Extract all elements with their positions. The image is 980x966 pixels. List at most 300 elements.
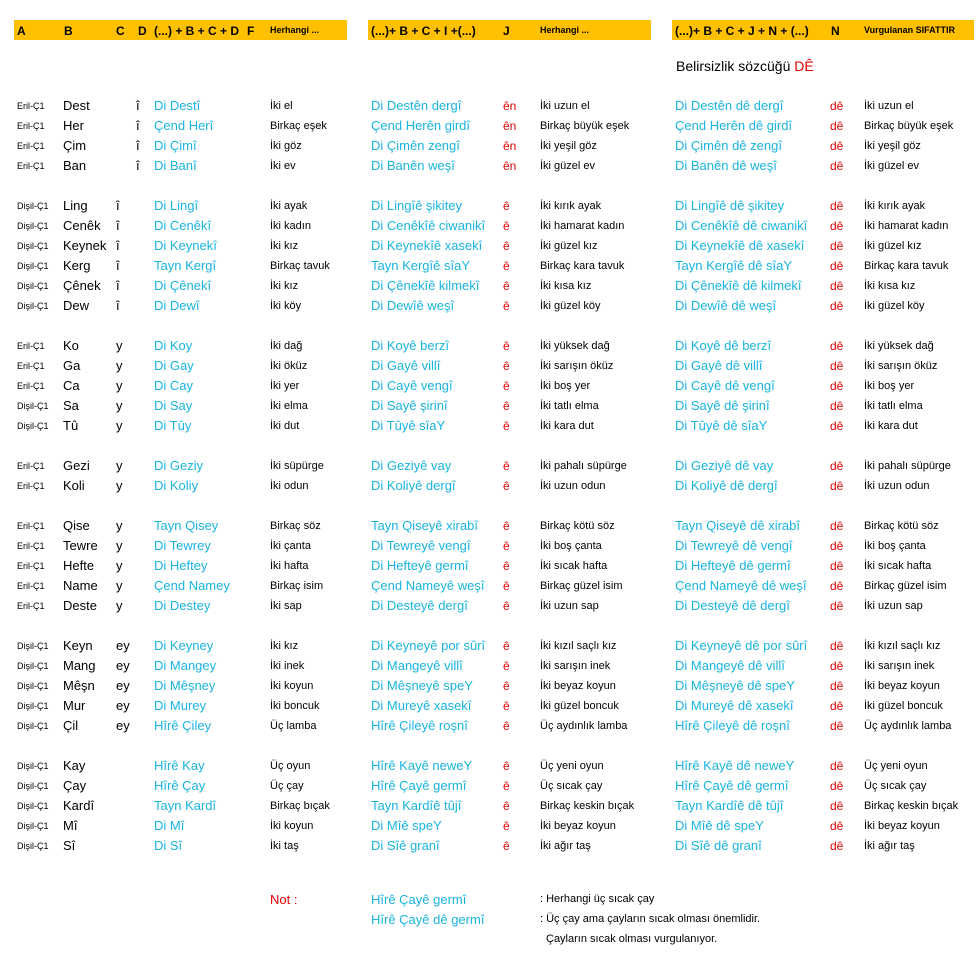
cell-turkish-plain: İki dağ bbox=[270, 340, 303, 352]
cell-turkish-adjective: İki boş çanta bbox=[540, 540, 602, 552]
cell-connector: ê bbox=[503, 339, 510, 353]
table-row bbox=[0, 216, 980, 236]
cell-turkish-adjective: İki hamarat kadın bbox=[540, 220, 625, 232]
cell-turkish-adjective: İki uzun el bbox=[540, 100, 590, 112]
cell-emphasized-phrase: Çend Herên dê girdî bbox=[675, 118, 793, 133]
cell-plural-phrase: Hîrê Çay bbox=[154, 778, 206, 793]
cell-plural-phrase: Hîrê Kay bbox=[154, 758, 205, 773]
cell-de-particle: dê bbox=[830, 299, 844, 313]
cell-adjective-phrase: Di Koliyê dergî bbox=[371, 478, 456, 493]
cell-gender: Dişil-Ç1 bbox=[17, 401, 49, 411]
cell-suffix-c: y bbox=[116, 458, 123, 473]
table-row bbox=[0, 676, 980, 696]
cell-connector: ê bbox=[503, 199, 510, 213]
cell-emphasized-phrase: Di Banên dê weşî bbox=[675, 158, 777, 173]
cell-de-particle: dê bbox=[830, 599, 844, 613]
table-row bbox=[0, 476, 980, 496]
table-row bbox=[0, 796, 980, 816]
cell-gender: Dişil-Ç1 bbox=[17, 681, 49, 691]
cell-connector: ên bbox=[503, 139, 517, 153]
cell-adjective-phrase: Di Hefteyê germî bbox=[371, 558, 469, 573]
cell-adjective-phrase: Di Dewîê weşî bbox=[371, 298, 455, 313]
header-herhangi-2: Herhangi ... bbox=[540, 25, 590, 35]
table-row bbox=[0, 156, 980, 176]
cell-turkish-plain: İki elma bbox=[270, 400, 308, 412]
cell-gender: Dişil-Ç1 bbox=[17, 661, 49, 671]
cell-turkish-adjective: Üç yeni oyun bbox=[540, 760, 604, 772]
cell-turkish-adjective: İki sarışın inek bbox=[540, 660, 611, 672]
cell-turkish-adjective: Üç sıcak çay bbox=[540, 780, 603, 792]
cell-suffix-c: ey bbox=[116, 698, 130, 713]
cell-turkish-emphasized: İki güzel ev bbox=[864, 160, 920, 172]
note-example-1: Hîrê Çayê germî bbox=[371, 892, 467, 907]
cell-turkish-plain: Birkaç bıçak bbox=[270, 800, 330, 812]
cell-de-particle: dê bbox=[830, 479, 844, 493]
cell-suffix-c: y bbox=[116, 538, 123, 553]
cell-suffix-d: î bbox=[136, 98, 140, 113]
table-row bbox=[0, 716, 980, 736]
cell-suffix-c: î bbox=[116, 218, 120, 233]
cell-turkish-plain: İki kız bbox=[270, 240, 299, 252]
header-col-j: J bbox=[503, 24, 510, 38]
cell-turkish-adjective: İki pahalı süpürge bbox=[540, 460, 627, 472]
cell-turkish-emphasized: İki sarışın inek bbox=[864, 660, 935, 672]
table-row bbox=[0, 816, 980, 836]
cell-de-particle: dê bbox=[830, 559, 844, 573]
cell-root: Tewre bbox=[63, 538, 98, 553]
cell-adjective-phrase: Tayn Kergîê sîaY bbox=[371, 258, 470, 273]
cell-plural-phrase: Di Geziy bbox=[154, 458, 204, 473]
cell-turkish-emphasized: İki güzel köy bbox=[864, 300, 925, 312]
cell-emphasized-phrase: Di Gayê dê villî bbox=[675, 358, 763, 373]
cell-gender: Dişil-Ç1 bbox=[17, 761, 49, 771]
cell-emphasized-phrase: Di Mangeyê dê villî bbox=[675, 658, 785, 673]
cell-root: Keynek bbox=[63, 238, 107, 253]
cell-plural-phrase: Di Murey bbox=[154, 698, 207, 713]
table-row bbox=[0, 276, 980, 296]
cell-connector: ê bbox=[503, 519, 510, 533]
cell-turkish-plain: İki kadın bbox=[270, 220, 311, 232]
cell-connector: ê bbox=[503, 759, 510, 773]
cell-root: Sa bbox=[63, 398, 79, 413]
cell-plural-phrase: Tayn Qisey bbox=[154, 518, 219, 533]
cell-adjective-phrase: Di Mêşneyê speY bbox=[371, 678, 473, 693]
cell-adjective-phrase: Di Cayê vengî bbox=[371, 378, 453, 393]
table-row bbox=[0, 256, 980, 276]
cell-de-particle: dê bbox=[830, 139, 844, 153]
cell-turkish-emphasized: İki sarışın öküz bbox=[864, 360, 938, 372]
cell-turkish-emphasized: İki yeşil göz bbox=[864, 140, 921, 152]
cell-emphasized-phrase: Di Keyneyê dê por sûrî bbox=[675, 638, 808, 653]
cell-turkish-plain: İki göz bbox=[270, 140, 302, 152]
note-explanation-1: : Herhangi üç sıcak çay bbox=[540, 893, 655, 905]
cell-turkish-adjective: İki boş yer bbox=[540, 380, 591, 392]
cell-emphasized-phrase: Çend Nameyê dê weşî bbox=[675, 578, 807, 593]
header-formula-3: (...)+ B + C + J + N + (...) bbox=[675, 24, 809, 38]
note-explanation-2: : Üç çay ama çayların sıcak olması önemlidir. bbox=[540, 913, 761, 925]
cell-plural-phrase: Di Cenêkî bbox=[154, 218, 212, 233]
cell-de-particle: dê bbox=[830, 519, 844, 533]
cell-plural-phrase: Di Çimî bbox=[154, 138, 197, 153]
cell-turkish-plain: İki ayak bbox=[270, 200, 308, 212]
cell-turkish-emphasized: İki ağır taş bbox=[864, 840, 915, 852]
cell-de-particle: dê bbox=[830, 659, 844, 673]
cell-root: Mî bbox=[63, 818, 78, 833]
cell-adjective-phrase: Hîrê Çayê germî bbox=[371, 778, 467, 793]
cell-de-particle: dê bbox=[830, 99, 844, 113]
cell-connector: ê bbox=[503, 639, 510, 653]
cell-gender: Dişil-Ç1 bbox=[17, 801, 49, 811]
cell-turkish-emphasized: İki kırık ayak bbox=[864, 200, 926, 212]
cell-plural-phrase: Çend Namey bbox=[154, 578, 230, 593]
cell-adjective-phrase: Di Keyneyê por sûrî bbox=[371, 638, 486, 653]
cell-de-particle: dê bbox=[830, 539, 844, 553]
cell-de-particle: dê bbox=[830, 579, 844, 593]
header-col-c: C bbox=[116, 24, 125, 38]
header-col-d: D bbox=[138, 24, 147, 38]
cell-root: Hefte bbox=[63, 558, 95, 573]
cell-adjective-phrase: Di Çênekîê kilmekî bbox=[371, 278, 480, 293]
cell-suffix-c: î bbox=[116, 278, 120, 293]
cell-root: Çim bbox=[63, 138, 87, 153]
cell-root: Ko bbox=[63, 338, 79, 353]
cell-turkish-plain: İki kız bbox=[270, 640, 299, 652]
cell-turkish-emphasized: Üç sıcak çay bbox=[864, 780, 927, 792]
cell-plural-phrase: Di Mangey bbox=[154, 658, 217, 673]
table-row bbox=[0, 356, 980, 376]
cell-de-particle: dê bbox=[830, 259, 844, 273]
cell-emphasized-phrase: Di Koliyê dê dergî bbox=[675, 478, 778, 493]
cell-root: Ling bbox=[63, 198, 88, 213]
cell-turkish-adjective: İki tatlı elma bbox=[540, 400, 599, 412]
cell-suffix-c: ey bbox=[116, 718, 130, 733]
cell-adjective-phrase: Di Çimên zengî bbox=[371, 138, 460, 153]
table-row bbox=[0, 416, 980, 436]
cell-emphasized-phrase: Di Çênekîê dê kilmekî bbox=[675, 278, 802, 293]
cell-de-particle: dê bbox=[830, 779, 844, 793]
cell-connector: ê bbox=[503, 239, 510, 253]
cell-root: Ca bbox=[63, 378, 80, 393]
cell-turkish-emphasized: İki kızıl saçlı kız bbox=[864, 640, 941, 652]
cell-connector: ê bbox=[503, 799, 510, 813]
cell-emphasized-phrase: Di Mêşneyê dê speY bbox=[675, 678, 795, 693]
cell-root: Çay bbox=[63, 778, 87, 793]
cell-turkish-emphasized: İki güzel boncuk bbox=[864, 700, 943, 712]
cell-emphasized-phrase: Di Cayê dê vengî bbox=[675, 378, 775, 393]
cell-turkish-adjective: Birkaç güzel isim bbox=[540, 580, 623, 592]
cell-gender: Eril-Ç1 bbox=[17, 381, 45, 391]
header-col-n: N bbox=[831, 24, 840, 38]
cell-emphasized-phrase: Di Destên dê dergî bbox=[675, 98, 784, 113]
cell-suffix-c: ey bbox=[116, 678, 130, 693]
cell-adjective-phrase: Di Sîê granî bbox=[371, 838, 440, 853]
cell-plural-phrase: Hîrê Çiley bbox=[154, 718, 212, 733]
cell-plural-phrase: Tayn Kergî bbox=[154, 258, 217, 273]
table-row bbox=[0, 136, 980, 156]
cell-gender: Dişil-Ç1 bbox=[17, 781, 49, 791]
cell-de-particle: dê bbox=[830, 419, 844, 433]
cell-adjective-phrase: Tayn Qiseyê xirabî bbox=[371, 518, 478, 533]
cell-plural-phrase: Di Heftey bbox=[154, 558, 208, 573]
cell-turkish-adjective: İki uzun sap bbox=[540, 600, 599, 612]
header-col-f: F bbox=[247, 24, 255, 38]
cell-plural-phrase: Di Say bbox=[154, 398, 193, 413]
table-row bbox=[0, 636, 980, 656]
cell-de-particle: dê bbox=[830, 339, 844, 353]
table-row bbox=[0, 776, 980, 796]
cell-emphasized-phrase: Di Mîê dê speY bbox=[675, 818, 764, 833]
cell-plural-phrase: Di Destî bbox=[154, 98, 201, 113]
cell-turkish-adjective: İki kızıl saçlı kız bbox=[540, 640, 617, 652]
cell-turkish-adjective: İki uzun odun bbox=[540, 480, 606, 492]
cell-turkish-emphasized: Birkaç keskin bıçak bbox=[864, 800, 959, 812]
cell-de-particle: dê bbox=[830, 239, 844, 253]
cell-de-particle: dê bbox=[830, 679, 844, 693]
table-row bbox=[0, 396, 980, 416]
cell-plural-phrase: Di Keyney bbox=[154, 638, 214, 653]
cell-plural-phrase: Di Cay bbox=[154, 378, 194, 393]
cell-turkish-plain: Üç oyun bbox=[270, 760, 311, 772]
cell-root: Çênek bbox=[63, 278, 101, 293]
cell-adjective-phrase: Hîrê Kayê neweY bbox=[371, 758, 473, 773]
cell-turkish-plain: İki ev bbox=[270, 160, 296, 172]
cell-plural-phrase: Di Koliy bbox=[154, 478, 199, 493]
cell-adjective-phrase: Çend Nameyê weşî bbox=[371, 578, 485, 593]
cell-turkish-emphasized: İki güzel kız bbox=[864, 240, 922, 252]
cell-gender: Eril-Ç1 bbox=[17, 561, 45, 571]
header-band-1 bbox=[14, 20, 347, 40]
cell-connector: ê bbox=[503, 379, 510, 393]
cell-suffix-c: y bbox=[116, 338, 123, 353]
cell-plural-phrase: Di Tewrey bbox=[154, 538, 211, 553]
cell-connector: ên bbox=[503, 159, 517, 173]
cell-gender: Dişil-Ç1 bbox=[17, 821, 49, 831]
cell-connector: ê bbox=[503, 299, 510, 313]
cell-turkish-adjective: İki güzel boncuk bbox=[540, 700, 619, 712]
cell-adjective-phrase: Di Keynekîê xasekî bbox=[371, 238, 483, 253]
cell-suffix-c: y bbox=[116, 578, 123, 593]
cell-turkish-plain: İki taş bbox=[270, 840, 299, 852]
cell-root: Çil bbox=[63, 718, 79, 733]
cell-root: Keyn bbox=[63, 638, 93, 653]
cell-turkish-plain: İki yer bbox=[270, 380, 300, 392]
cell-turkish-plain: Birkaç tavuk bbox=[270, 260, 330, 272]
cell-turkish-plain: İki koyun bbox=[270, 680, 314, 692]
cell-turkish-emphasized: İki boş yer bbox=[864, 380, 915, 392]
cell-turkish-plain: İki kız bbox=[270, 280, 299, 292]
cell-gender: Dişil-Ç1 bbox=[17, 641, 49, 651]
cell-turkish-adjective: İki kara dut bbox=[540, 420, 594, 432]
cell-gender: Eril-Ç1 bbox=[17, 141, 45, 151]
header-formula-2: (...)+ B + C + I +(...) bbox=[371, 24, 476, 38]
cell-turkish-emphasized: İki hamarat kadın bbox=[864, 220, 949, 232]
cell-turkish-adjective: İki sıcak hafta bbox=[540, 560, 608, 572]
cell-suffix-c: y bbox=[116, 358, 123, 373]
cell-connector: ên bbox=[503, 99, 517, 113]
cell-adjective-phrase: Çend Herên girdî bbox=[371, 118, 470, 133]
cell-emphasized-phrase: Tayn Qiseyê dê xirabî bbox=[675, 518, 801, 533]
cell-suffix-c: î bbox=[116, 258, 120, 273]
table-row bbox=[0, 296, 980, 316]
cell-de-particle: dê bbox=[830, 639, 844, 653]
cell-emphasized-phrase: Di Çimên dê zengî bbox=[675, 138, 782, 153]
cell-gender: Eril-Ç1 bbox=[17, 541, 45, 551]
cell-plural-phrase: Di Gay bbox=[154, 358, 194, 373]
cell-adjective-phrase: Di Tûyê sîaY bbox=[371, 418, 446, 433]
cell-turkish-plain: İki süpürge bbox=[270, 460, 324, 472]
table-row bbox=[0, 516, 980, 536]
cell-root: Koli bbox=[63, 478, 85, 493]
cell-turkish-emphasized: İki beyaz koyun bbox=[864, 680, 940, 692]
cell-gender: Eril-Ç1 bbox=[17, 121, 45, 131]
cell-de-particle: dê bbox=[830, 119, 844, 133]
cell-adjective-phrase: Di Cenêkîê ciwanikî bbox=[371, 218, 486, 233]
cell-emphasized-phrase: Hîrê Çileyê dê roşnî bbox=[675, 718, 790, 733]
table-row bbox=[0, 576, 980, 596]
note-explanation-3: Çayların sıcak olması vurgulanıyor. bbox=[546, 933, 718, 945]
cell-plural-phrase: Di Destey bbox=[154, 598, 211, 613]
cell-turkish-plain: İki sap bbox=[270, 600, 302, 612]
cell-connector: ê bbox=[503, 659, 510, 673]
cell-turkish-adjective: İki yeşil göz bbox=[540, 140, 597, 152]
cell-turkish-adjective: Birkaç kötü söz bbox=[540, 520, 615, 532]
cell-adjective-phrase: Tayn Kardîê tûjî bbox=[371, 798, 462, 813]
cell-de-particle: dê bbox=[830, 399, 844, 413]
cell-root: Kay bbox=[63, 758, 86, 773]
cell-adjective-phrase: Di Sayê şirinî bbox=[371, 398, 448, 413]
cell-turkish-plain: İki çanta bbox=[270, 540, 311, 552]
cell-gender: Eril-Ç1 bbox=[17, 481, 45, 491]
cell-root: Ban bbox=[63, 158, 87, 173]
table-row bbox=[0, 536, 980, 556]
cell-suffix-c: y bbox=[116, 398, 123, 413]
cell-emphasized-phrase: Di Sayê dê şirinî bbox=[675, 398, 770, 413]
cell-de-particle: dê bbox=[830, 459, 844, 473]
cell-de-particle: dê bbox=[830, 279, 844, 293]
cell-turkish-emphasized: İki yüksek dağ bbox=[864, 340, 934, 352]
table-row bbox=[0, 756, 980, 776]
cell-plural-phrase: Di Çênekî bbox=[154, 278, 212, 293]
cell-turkish-adjective: Birkaç keskin bıçak bbox=[540, 800, 635, 812]
table-row bbox=[0, 236, 980, 256]
cell-adjective-phrase: Hîrê Çileyê roşnî bbox=[371, 718, 468, 733]
cell-de-particle: dê bbox=[830, 199, 844, 213]
cell-gender: Dişil-Ç1 bbox=[17, 221, 49, 231]
cell-gender: Dişil-Ç1 bbox=[17, 421, 49, 431]
cell-emphasized-phrase: Di Cenêkîê dê ciwanikî bbox=[675, 218, 808, 233]
cell-connector: ê bbox=[503, 419, 510, 433]
cell-emphasized-phrase: Tayn Kergîê dê sîaY bbox=[675, 258, 793, 273]
cell-turkish-adjective: İki kısa kız bbox=[540, 280, 592, 292]
header-vurgulanan: Vurgulanan SIFATTIR bbox=[864, 25, 956, 35]
table-row bbox=[0, 116, 980, 136]
cell-connector: ê bbox=[503, 819, 510, 833]
cell-root: Tû bbox=[63, 418, 79, 433]
cell-root: Deste bbox=[63, 598, 97, 613]
cell-emphasized-phrase: Di Hefteyê dê germî bbox=[675, 558, 791, 573]
cell-de-particle: dê bbox=[830, 819, 844, 833]
cell-suffix-c: î bbox=[116, 298, 120, 313]
cell-turkish-emphasized: İki boş çanta bbox=[864, 540, 926, 552]
cell-suffix-d: î bbox=[136, 158, 140, 173]
cell-turkish-plain: İki hafta bbox=[270, 560, 309, 572]
cell-suffix-c: ey bbox=[116, 658, 130, 673]
cell-turkish-emphasized: Birkaç kara tavuk bbox=[864, 260, 949, 272]
cell-emphasized-phrase: Di Mureyê dê xasekî bbox=[675, 698, 794, 713]
table-row bbox=[0, 196, 980, 216]
cell-emphasized-phrase: Hîrê Çayê dê germî bbox=[675, 778, 789, 793]
cell-turkish-adjective: İki güzel kız bbox=[540, 240, 598, 252]
cell-turkish-adjective: İki kırık ayak bbox=[540, 200, 602, 212]
cell-turkish-adjective: İki beyaz koyun bbox=[540, 680, 616, 692]
cell-adjective-phrase: Di Banên weşî bbox=[371, 158, 455, 173]
cell-adjective-phrase: Di Lingîê şikitey bbox=[371, 198, 463, 213]
cell-gender: Dişil-Ç1 bbox=[17, 721, 49, 731]
cell-connector: ê bbox=[503, 779, 510, 793]
cell-turkish-adjective: İki sarışın öküz bbox=[540, 360, 614, 372]
cell-connector: ê bbox=[503, 539, 510, 553]
cell-turkish-emphasized: Birkaç güzel isim bbox=[864, 580, 947, 592]
cell-suffix-c: ey bbox=[116, 638, 130, 653]
cell-connector: ê bbox=[503, 399, 510, 413]
cell-suffix-d: î bbox=[136, 138, 140, 153]
table-row bbox=[0, 456, 980, 476]
cell-adjective-phrase: Di Geziyê vay bbox=[371, 458, 452, 473]
cell-plural-phrase: Di Mêşney bbox=[154, 678, 216, 693]
cell-turkish-adjective: İki beyaz koyun bbox=[540, 820, 616, 832]
header-formula-1: (...) + B + C + D bbox=[154, 24, 240, 38]
cell-connector: ê bbox=[503, 479, 510, 493]
cell-connector: ê bbox=[503, 559, 510, 573]
table-row bbox=[0, 596, 980, 616]
cell-de-particle: dê bbox=[830, 699, 844, 713]
cell-connector: ê bbox=[503, 679, 510, 693]
cell-connector: ê bbox=[503, 359, 510, 373]
cell-gender: Dişil-Ç1 bbox=[17, 201, 49, 211]
cell-connector: ê bbox=[503, 599, 510, 613]
cell-plural-phrase: Di Mî bbox=[154, 818, 185, 833]
cell-turkish-plain: Üç lamba bbox=[270, 720, 317, 732]
cell-turkish-plain: İki odun bbox=[270, 480, 309, 492]
cell-connector: ê bbox=[503, 719, 510, 733]
cell-gender: Eril-Ç1 bbox=[17, 581, 45, 591]
cell-root: Gezi bbox=[63, 458, 90, 473]
cell-de-particle: dê bbox=[830, 219, 844, 233]
cell-suffix-c: î bbox=[116, 198, 120, 213]
cell-plural-phrase: Di Koy bbox=[154, 338, 193, 353]
table-row bbox=[0, 656, 980, 676]
cell-gender: Eril-Ç1 bbox=[17, 341, 45, 351]
cell-turkish-plain: İki köy bbox=[270, 300, 302, 312]
cell-emphasized-phrase: Di Tûyê dê sîaY bbox=[675, 418, 768, 433]
cell-turkish-plain: İki dut bbox=[270, 420, 300, 432]
cell-root: Dew bbox=[63, 298, 90, 313]
cell-de-particle: dê bbox=[830, 839, 844, 853]
cell-suffix-c: y bbox=[116, 598, 123, 613]
cell-turkish-emphasized: İki kara dut bbox=[864, 420, 918, 432]
cell-plural-phrase: Di Sî bbox=[154, 838, 183, 853]
cell-turkish-emphasized: Birkaç büyük eşek bbox=[864, 120, 954, 132]
cell-turkish-emphasized: İki beyaz koyun bbox=[864, 820, 940, 832]
cell-plural-phrase: Çend Herî bbox=[154, 118, 214, 133]
cell-gender: Eril-Ç1 bbox=[17, 521, 45, 531]
cell-gender: Dişil-Ç1 bbox=[17, 241, 49, 251]
cell-turkish-adjective: İki güzel köy bbox=[540, 300, 601, 312]
note-example-2: Hîrê Çayê dê germî bbox=[371, 912, 485, 927]
cell-turkish-emphasized: İki uzun sap bbox=[864, 600, 923, 612]
table-row bbox=[0, 556, 980, 576]
cell-plural-phrase: Di Banî bbox=[154, 158, 197, 173]
